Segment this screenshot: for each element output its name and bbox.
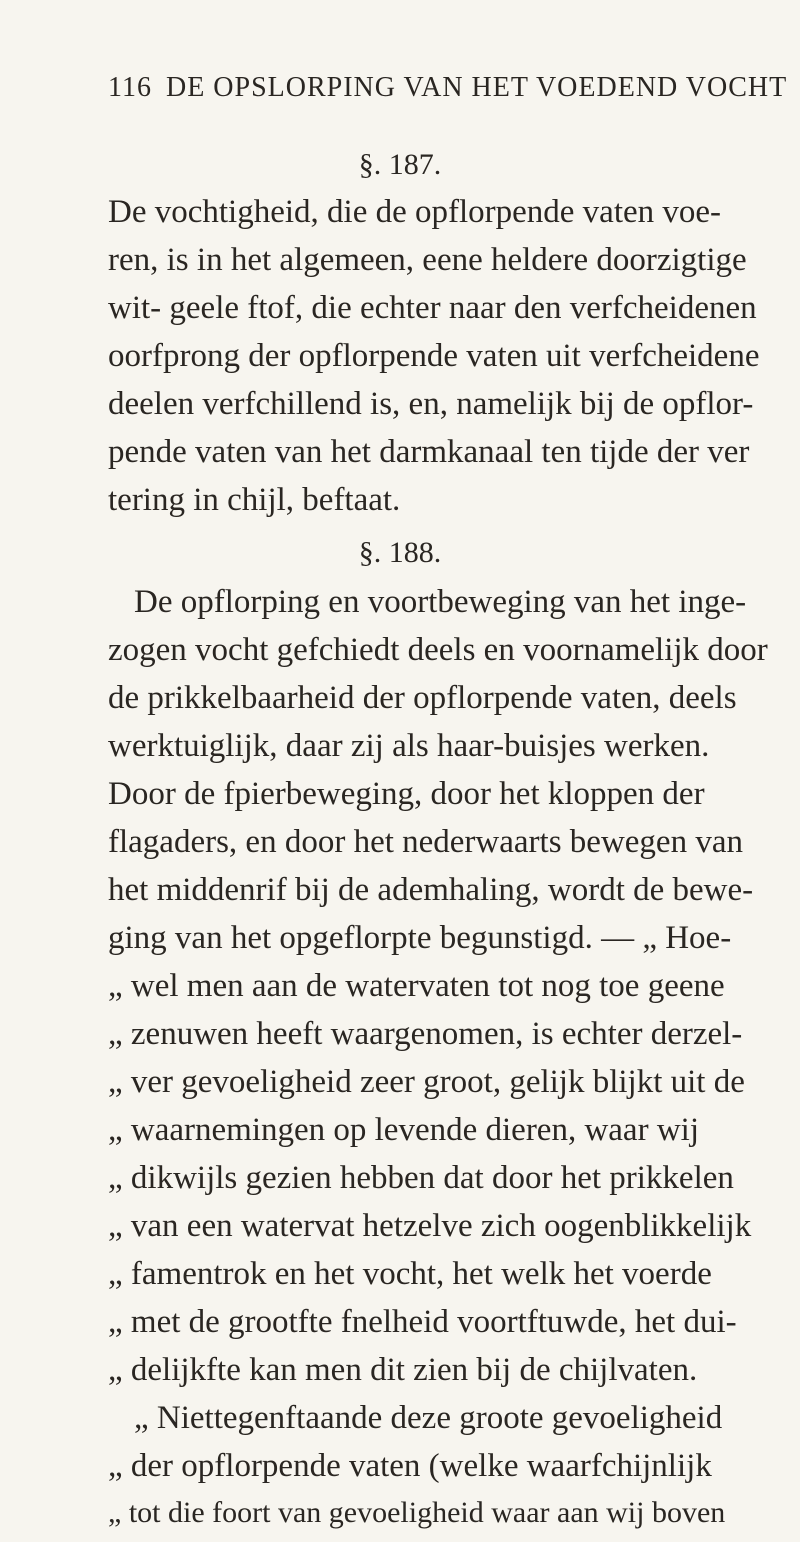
text-line: wit- geele ftof, die echter naar den verfcheidenen: [108, 290, 757, 326]
text-line: flagaders, en door het nederwaarts bewegen van: [108, 824, 743, 860]
text-line: oorfprong der opflorpende vaten uit verfcheidene: [108, 338, 760, 374]
quote-line: „ der opflorpende vaten (welke waarfchijnlijk: [108, 1448, 712, 1484]
quote-line: „ famentrok en het vocht, het welk het voerde: [108, 1256, 712, 1292]
quote-line: „ waarnemingen op levende dieren, waar wij: [108, 1112, 699, 1148]
quote-line: „ zenuwen heeft waargenomen, is echter derzel-: [108, 1016, 743, 1052]
text-line: ging van het opgeflorpte begunstigd. — „ Hoe-: [108, 920, 732, 956]
quote-line: „ tot die foort van gevoeligheid waar aan wij boven: [108, 1496, 726, 1529]
quote-line: „ van een watervat hetzelve zich oogenblikkelijk: [108, 1208, 752, 1244]
quote-line: „ wel men aan de watervaten tot nog toe geene: [108, 968, 725, 1004]
text-line: ren, is in het algemeen, eene heldere doorzigtige: [108, 242, 747, 278]
quote-line: „ ver gevoeligheid zeer groot, gelijk blijkt uit de: [108, 1064, 745, 1100]
text-line: deelen verfchillend is, en, namelijk bij de opflor-: [108, 386, 754, 422]
quote-line: „ delijkfte kan men dit zien bij de chijlvaten.: [108, 1352, 698, 1388]
text-line: zogen vocht gefchiedt deels en voornamelijk door: [108, 632, 768, 668]
quote-line: „ met de grootfte fnelheid voortftuwde, het dui-: [108, 1304, 737, 1340]
quote-line: „ Niettegenftaande deze groote gevoeligheid: [134, 1400, 723, 1436]
text-line: Door de fpierbeweging, door het kloppen der: [108, 776, 705, 812]
section-number-187: §. 187.: [358, 148, 442, 181]
text-line: de prikkelbaarheid der opflorpende vaten, deels: [108, 680, 737, 716]
section-number-188: §. 188.: [358, 536, 442, 569]
text-line: het middenrif bij de ademhaling, wordt de bewe-: [108, 872, 754, 908]
text-line: tering in chijl, beftaat.: [108, 482, 401, 518]
text-line: De opflorping en voortbeweging van het inge-: [134, 584, 747, 620]
quote-line: „ dikwijls gezien hebben dat door het prikkelen: [108, 1160, 734, 1196]
page-number: 116: [108, 72, 152, 103]
running-title: DE OPSLORPING VAN HET VOEDEND VOCHT: [165, 72, 788, 103]
text-line: pende vaten van het darmkanaal ten tijde der ver: [108, 434, 750, 470]
text-line: werktuiglijk, daar zij als haar-buisjes werken.: [108, 728, 710, 764]
running-header: [108, 72, 787, 104]
text-line: De vochtigheid, die de opflorpende vaten voe-: [108, 194, 722, 230]
